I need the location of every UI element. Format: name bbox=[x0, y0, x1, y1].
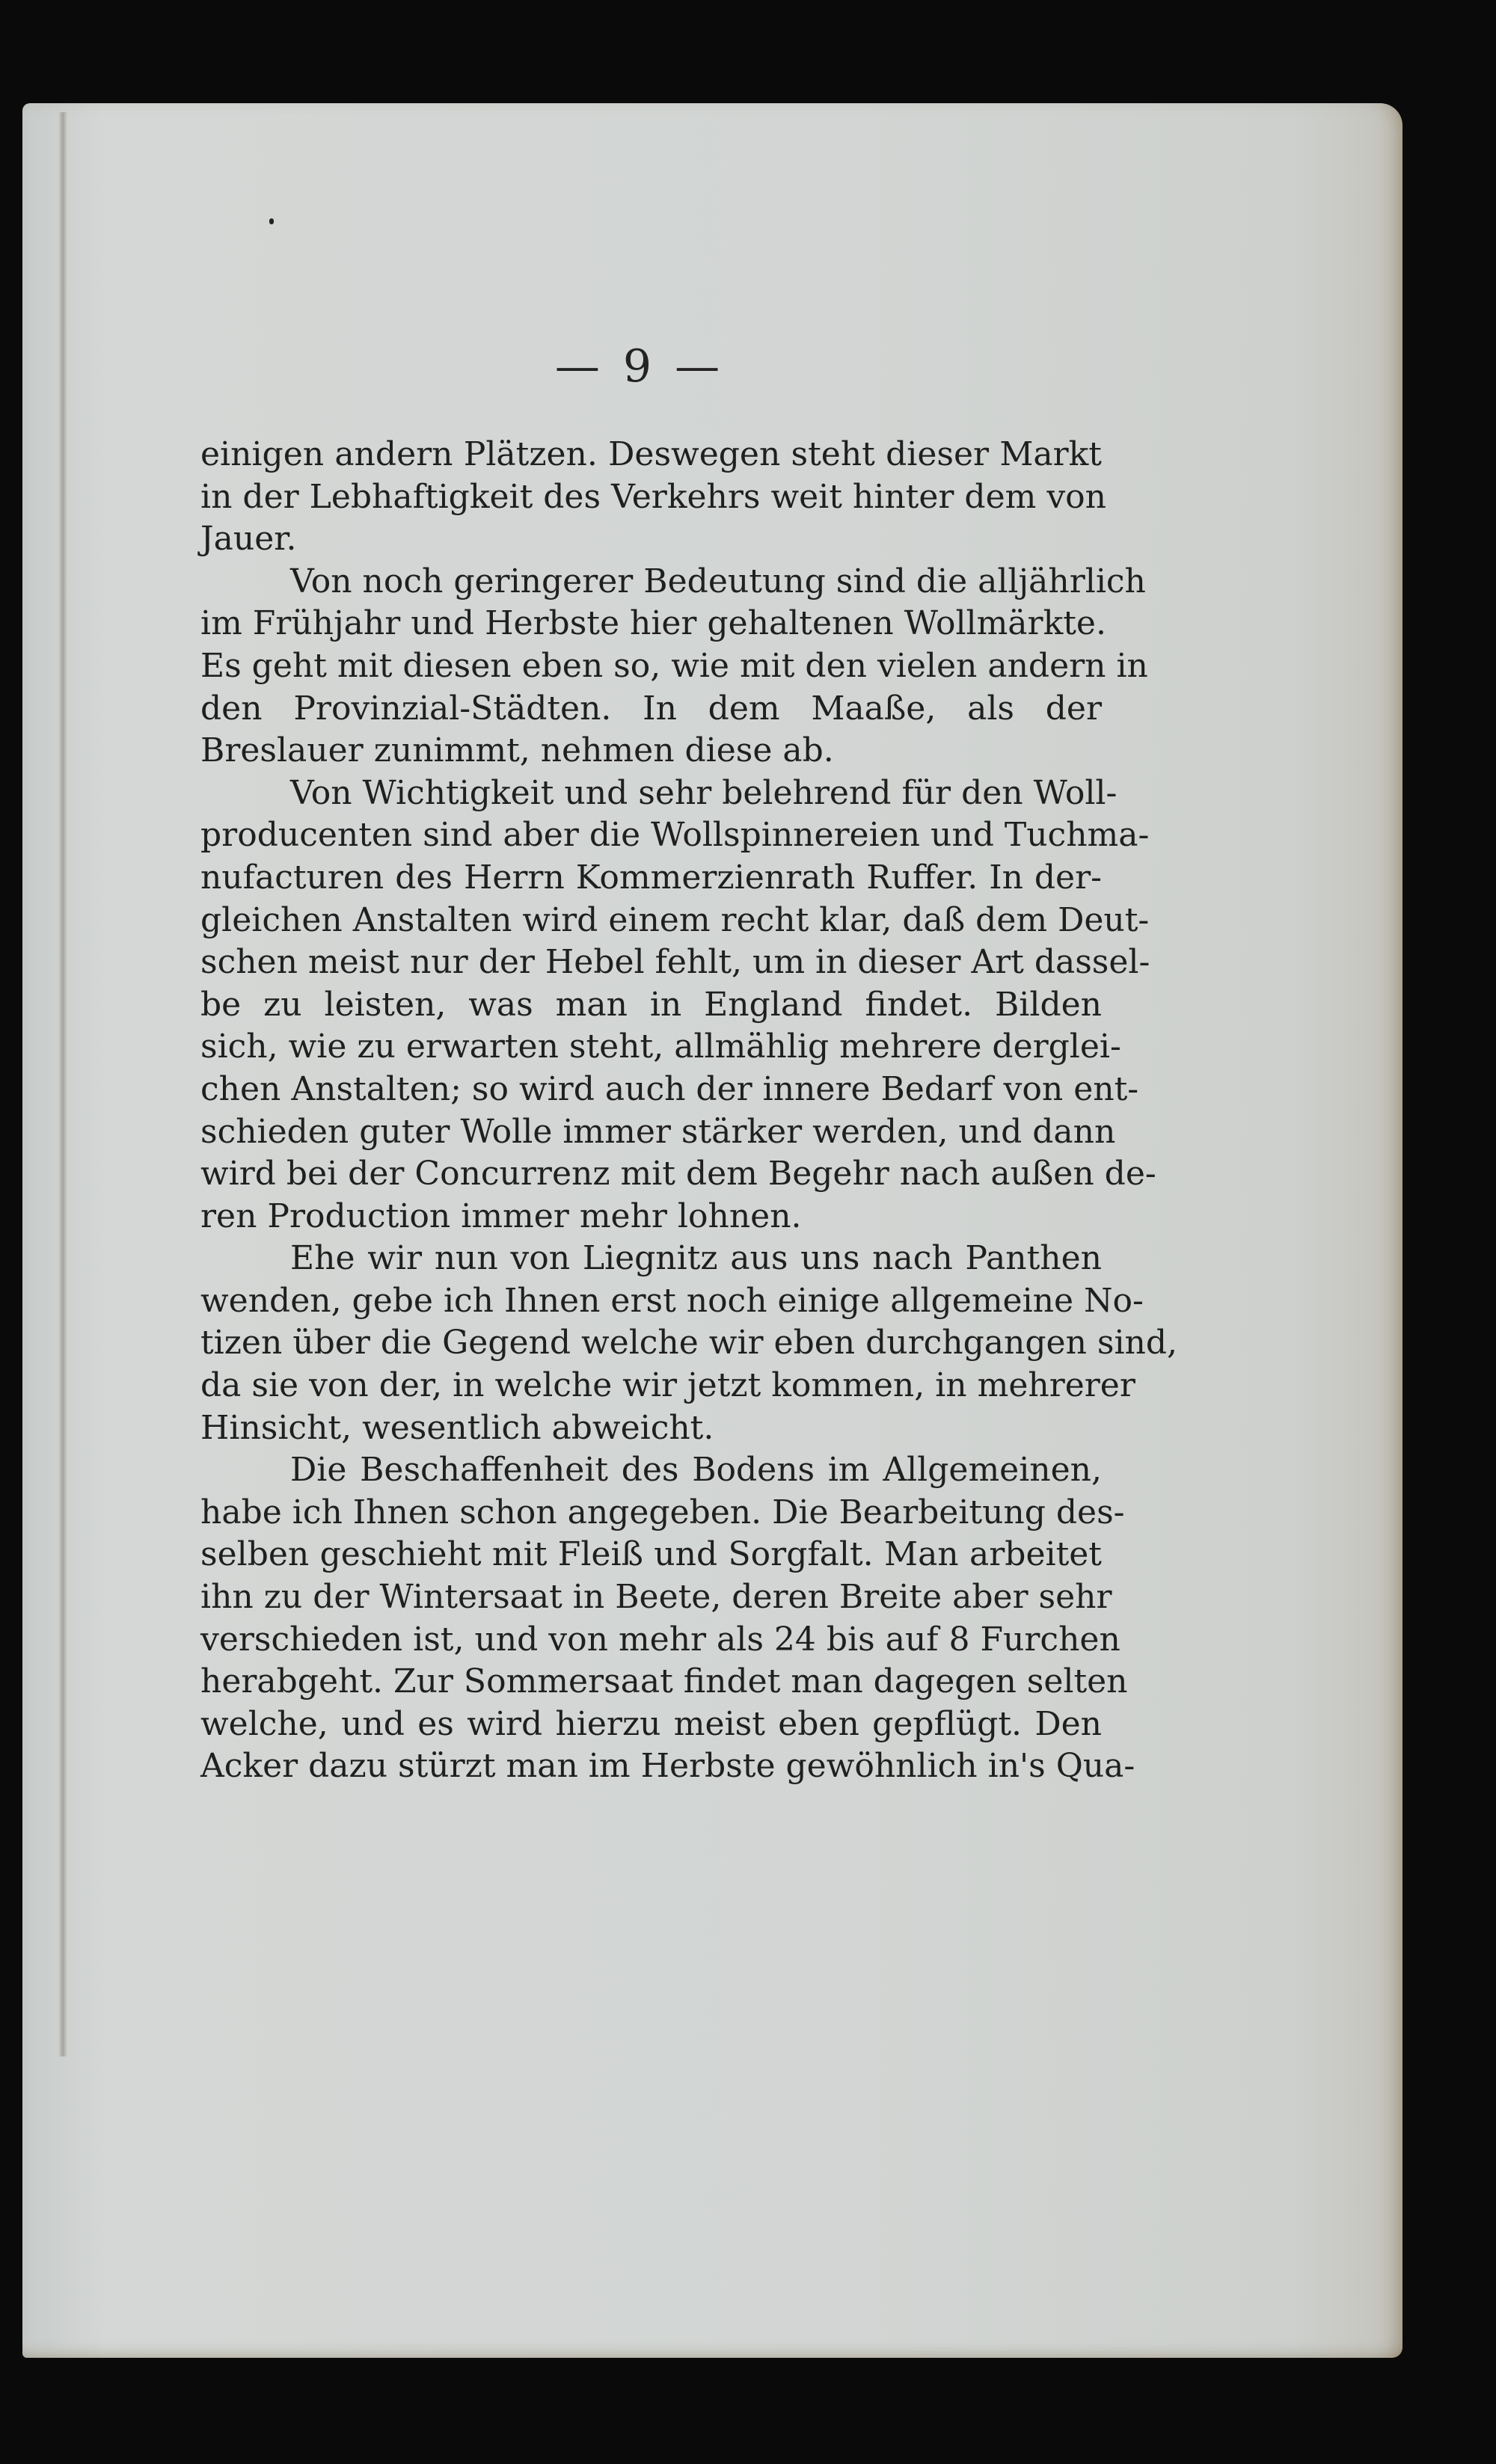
text-line: schieden guter Wolle immer stärker werden, und dann bbox=[200, 1112, 1116, 1151]
text-line: einigen andern Plätzen. Deswegen steht dieser Markt bbox=[200, 435, 1102, 473]
text-line: Die Beschaffenheit des Bodens im Allgemeinen, bbox=[290, 1451, 1102, 1490]
text-line: da sie von der, in welche wir jetzt kommen, in mehrerer bbox=[200, 1366, 1135, 1405]
text-line: in der Lebhaftigkeit des Verkehrs weit hinter dem von bbox=[200, 477, 1107, 516]
text-line: sich, wie zu erwarten steht, allmählig mehrere derglei- bbox=[200, 1027, 1121, 1066]
text-line: Ehe wir nun von Liegnitz aus uns nach Panthen bbox=[290, 1239, 1102, 1278]
ink-speck bbox=[269, 218, 274, 224]
text-line: wird bei der Concurrenz mit dem Begehr nach außen de- bbox=[200, 1155, 1156, 1193]
text-line: im Frühjahr und Herbste hier gehaltenen Wollmärkte. bbox=[200, 604, 1106, 643]
text-line: Hinsicht, wesentlich abweicht. bbox=[200, 1408, 714, 1447]
text-line: Von Wichtigkeit und sehr belehrend für den Woll- bbox=[290, 773, 1118, 812]
page-number: — 9 — bbox=[554, 340, 725, 393]
text-line: gleichen Anstalten wird einem recht klar, daß dem Deut- bbox=[200, 900, 1150, 939]
text-line: ihn zu der Wintersaat in Beete, deren Breite aber sehr bbox=[200, 1578, 1112, 1617]
text-line: wenden, gebe ich Ihnen erst noch einige allgemeine No- bbox=[200, 1281, 1144, 1320]
body-text bbox=[200, 434, 1178, 1788]
text-line: den Provinzial-Städten. In dem Maaße, als der bbox=[200, 689, 1102, 728]
text-line: Von noch geringerer Bedeutung sind die alljährlich bbox=[290, 562, 1146, 600]
page-gutter-shadow bbox=[58, 112, 67, 2056]
text-line: nufacturen des Herrn Kommerzienrath Ruffer. In der- bbox=[200, 858, 1102, 897]
text-line: tizen über die Gegend welche wir eben durchgangen sind, bbox=[200, 1324, 1178, 1362]
text-line: welche, und es wird hierzu meist eben gepflügt. Den bbox=[200, 1704, 1102, 1743]
text-line: habe ich Ihnen schon angegeben. Die Bearbeitung des- bbox=[200, 1493, 1125, 1531]
text-line: Acker dazu stürzt man im Herbste gewöhnlich in's Qua- bbox=[200, 1747, 1135, 1786]
text-line: chen Anstalten; so wird auch der innere Bedarf von ent- bbox=[200, 1069, 1139, 1108]
text-line: be zu leisten, was man in England findet. Bilden bbox=[200, 985, 1102, 1024]
text-line: ren Production immer mehr lohnen. bbox=[200, 1196, 802, 1235]
text-line: Jauer. bbox=[200, 520, 297, 559]
text-line: schen meist nur der Hebel fehlt, um in dieser Art dassel- bbox=[200, 943, 1150, 982]
text-line: producenten sind aber die Wollspinnereien und Tuchma- bbox=[200, 816, 1150, 855]
text-line: Breslauer zunimmt, nehmen diese ab. bbox=[200, 731, 834, 770]
text-line: selben geschieht mit Fleiß und Sorgfalt. Man arbeitet bbox=[200, 1535, 1102, 1574]
text-line: herabgeht. Zur Sommersaat findet man dagegen selten bbox=[200, 1662, 1128, 1701]
text-line: Es geht mit diesen eben so, wie mit den vielen andern in bbox=[200, 646, 1148, 685]
text-line: verschieden ist, und von mehr als 24 bis auf 8 Furchen bbox=[200, 1620, 1121, 1659]
